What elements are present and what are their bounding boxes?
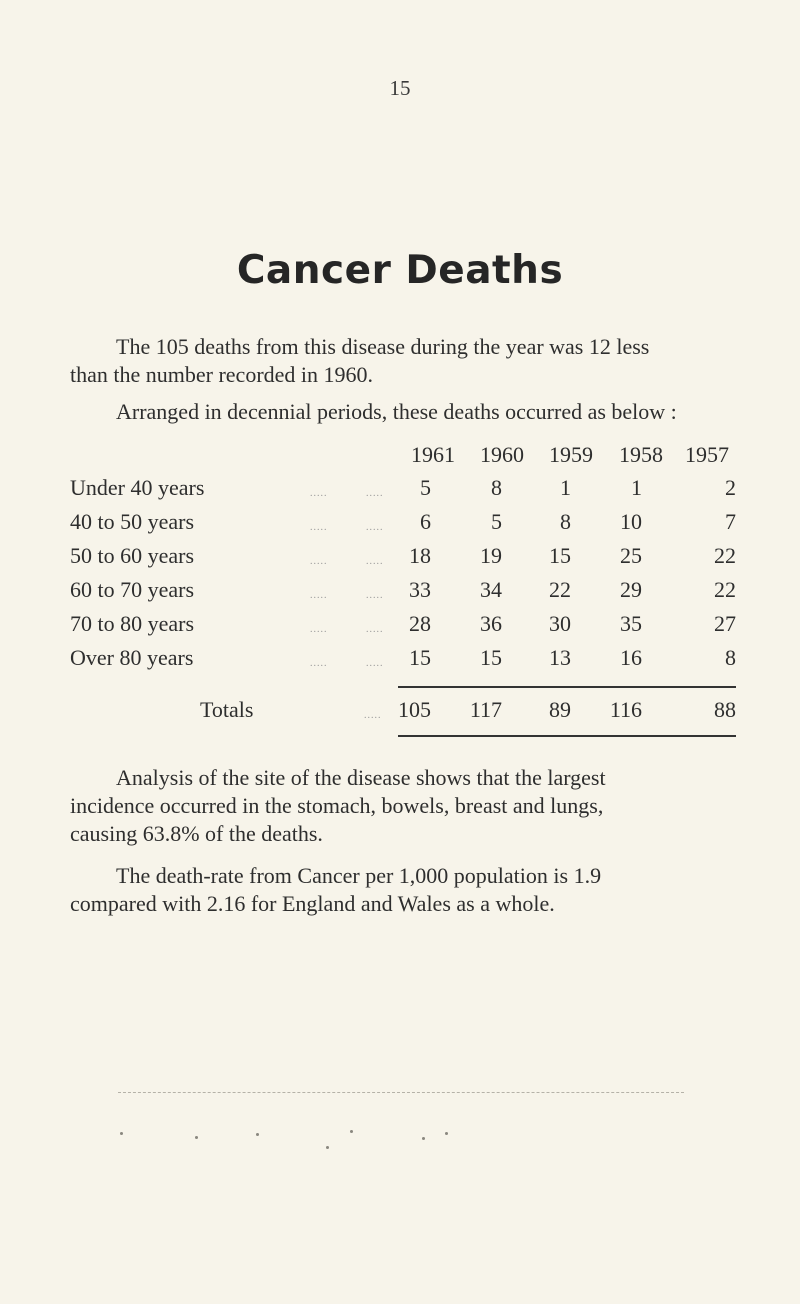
row-label: 50 to 60 years xyxy=(70,543,195,568)
totals-top-rule xyxy=(398,686,736,688)
analysis-line-1: Analysis of the site of the disease shows that the largest xyxy=(116,765,606,790)
table-cell: 16 xyxy=(620,645,642,670)
table-cell: 7 xyxy=(725,509,736,534)
table-cell: 5 xyxy=(420,475,431,500)
scan-speck xyxy=(120,1132,123,1135)
table-cell: 6 xyxy=(420,509,431,534)
table-cell: 15 xyxy=(409,645,431,670)
analysis-line-3: causing 63.8% of the deaths. xyxy=(70,821,323,846)
table-cell: 2 xyxy=(725,475,736,500)
year-header: 1958 xyxy=(619,442,663,467)
death-rate-line-1: The death-rate from Cancer per 1,000 population is 1.9 xyxy=(116,863,602,888)
death-rate-line-2: compared with 2.16 for England and Wales as a whole. xyxy=(70,891,555,916)
analysis-paragraph xyxy=(70,764,738,848)
table-cell: 35 xyxy=(620,611,642,636)
scan-speck xyxy=(422,1137,425,1140)
leader-dots: ..... xyxy=(364,710,382,721)
table-cell: 22 xyxy=(714,543,736,568)
arranged-text: Arranged in decennial periods, these deaths occurred as below : xyxy=(116,399,677,424)
table-cell: 8 xyxy=(560,509,571,534)
totals-bottom-rule xyxy=(398,735,736,737)
table-cell: 29 xyxy=(620,577,642,602)
table-cell: 15 xyxy=(549,543,571,568)
table-cell: 33 xyxy=(409,577,431,602)
analysis-line-2: incidence occurred in the stomach, bowels, breast and lungs, xyxy=(70,793,604,818)
table-cell: 28 xyxy=(409,611,431,636)
table-cell: 8 xyxy=(725,645,736,670)
year-header: 1961 xyxy=(411,442,455,467)
year-header: 1959 xyxy=(549,442,593,467)
table-cell: 19 xyxy=(480,543,502,568)
table-cell: 13 xyxy=(549,645,571,670)
intro-line-2: than the number recorded in 1960. xyxy=(70,362,374,387)
arranged-paragraph xyxy=(70,398,738,426)
page-number: 15 xyxy=(389,76,411,100)
row-label: 60 to 70 years xyxy=(70,577,195,602)
leader-dots: ..... ..... xyxy=(310,590,384,601)
scan-speck xyxy=(195,1136,198,1139)
table-cell: 18 xyxy=(409,543,431,568)
table-cell: 25 xyxy=(620,543,642,568)
row-label: 70 to 80 years xyxy=(70,611,195,636)
table-cell: 36 xyxy=(480,611,502,636)
row-label: Under 40 years xyxy=(70,475,205,500)
year-header: 1960 xyxy=(480,442,524,467)
totals-label: Totals xyxy=(200,697,254,722)
scan-speck xyxy=(445,1132,448,1135)
table-cell: 15 xyxy=(480,645,502,670)
intro-line-1: The 105 deaths from this disease during the year was 12 less xyxy=(116,334,650,359)
intro-paragraph xyxy=(70,333,738,389)
scan-speck xyxy=(256,1133,259,1136)
table-cell: 1 xyxy=(631,475,642,500)
table-cell: 5 xyxy=(491,509,502,534)
table-cell: 30 xyxy=(549,611,571,636)
table-cell: 34 xyxy=(480,577,502,602)
leader-dots: ..... ..... xyxy=(310,624,384,635)
total-cell: 89 xyxy=(549,697,571,722)
total-cell: 117 xyxy=(469,697,502,722)
leader-dots: ..... ..... xyxy=(310,658,384,669)
total-cell: 116 xyxy=(609,697,642,722)
scan-artifact-line xyxy=(118,1092,684,1095)
leader-dots: ..... ..... xyxy=(310,522,384,533)
scan-speck xyxy=(350,1130,353,1133)
table-cell: 1 xyxy=(560,475,571,500)
total-cell: 88 xyxy=(714,697,736,722)
table-cell: 10 xyxy=(620,509,642,534)
table-cell: 8 xyxy=(491,475,502,500)
table-cell: 27 xyxy=(714,611,736,636)
page-title: Cancer Deaths xyxy=(236,248,564,293)
table-cell: 22 xyxy=(549,577,571,602)
row-label: Over 80 years xyxy=(70,645,194,670)
year-header: 1957 xyxy=(685,442,729,467)
table-cell: 22 xyxy=(714,577,736,602)
death-rate-paragraph xyxy=(70,862,738,918)
scan-speck xyxy=(326,1146,329,1149)
leader-dots: ..... ..... xyxy=(310,556,384,567)
total-cell: 105 xyxy=(398,697,431,722)
leader-dots: ..... ..... xyxy=(310,488,384,499)
row-label: 40 to 50 years xyxy=(70,509,195,534)
